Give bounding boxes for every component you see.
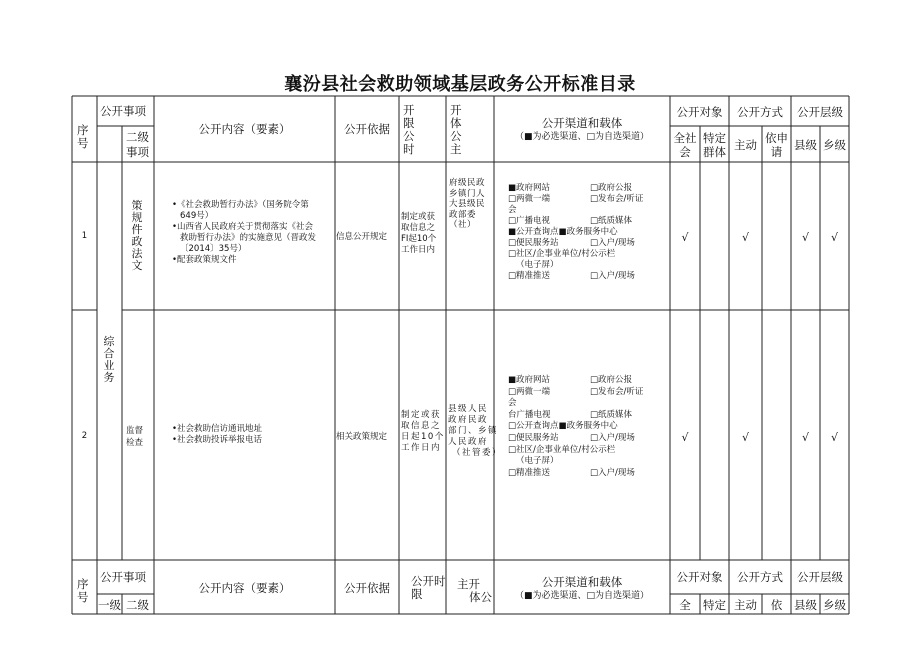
footer-seq-2: 号: [77, 590, 89, 604]
channel-item: ■政务服务中心: [558, 227, 618, 237]
channel-item: □精准推送: [508, 467, 551, 478]
header-subject-1: 开: [450, 103, 462, 117]
channel-item: □纸质媒体: [590, 409, 633, 420]
channel-item: （电子屏）: [516, 456, 559, 467]
row1-content-line: 救助暂行办法》的实施意见（晋政发: [180, 233, 317, 243]
header-town: 乡级: [823, 138, 846, 152]
header-method: 公开方式: [737, 105, 783, 119]
header-time-2: 限: [403, 116, 415, 130]
footer-apply: 依: [770, 598, 783, 612]
row1-basis: 信息公开规定: [336, 232, 388, 242]
footer-time-2: 限: [411, 587, 423, 601]
header-active: 主动: [734, 138, 757, 152]
channel-item: □入户/现场: [590, 271, 635, 281]
row2-time-line: 取信息之: [401, 421, 442, 431]
footer-county: 县级: [794, 598, 817, 612]
row1-time-line: 工作日内: [401, 245, 436, 255]
row2-subject-line: 县级人民: [448, 404, 489, 414]
footer-method: 公开方式: [737, 570, 783, 584]
channel-item: □便民服务站: [508, 432, 559, 443]
row2-subject: [448, 404, 502, 459]
row2-time-line: 日起10个: [401, 432, 445, 442]
header-content: 公开内容（要素）: [198, 122, 291, 136]
footer-content: 公开内容（要素）: [198, 581, 291, 595]
row1-content-line: •山西省人民政府关于贯彻落实《社会: [172, 222, 314, 232]
channel-item: □社区/企事业单位/村公示栏: [508, 249, 616, 259]
row2-content-line: •社会救助投诉举报电话: [172, 435, 263, 445]
row2-subject-line: （社管委）: [452, 448, 503, 458]
header-seq-2: 号: [77, 136, 89, 150]
header-time-1: 开: [403, 103, 415, 117]
row1-time-line: FI起10个: [401, 234, 437, 244]
header-matter: 公开事项: [100, 104, 146, 118]
channel-item: ■政府网站: [508, 183, 551, 193]
footer-level1: 一级: [98, 598, 121, 612]
row1-town-check: √: [830, 231, 838, 244]
row2-subject-line: 人民政府: [448, 437, 489, 447]
header-obj-specific-1: 特定: [703, 131, 726, 145]
footer-channel: 公开渠道和载体: [541, 575, 623, 589]
footer-time-1: 公开时: [411, 574, 446, 588]
row1-subject: 府级民政乡镇门人大县级民政部委（社）: [449, 178, 486, 230]
header-county: 县级: [794, 138, 817, 152]
row1-active-check: √: [741, 231, 749, 244]
row2-time-line: 工作日内: [401, 443, 442, 453]
footer-object: 公开对象: [676, 570, 723, 584]
row1-level2: 策规件政法文: [131, 199, 143, 272]
footer-active: 主动: [734, 598, 757, 612]
footer-obj-specific: 特定: [703, 598, 726, 612]
row2-county-check: √: [801, 431, 809, 444]
channel-item: □两微一端: [508, 194, 551, 204]
header-obj-all-2: 会: [679, 145, 691, 159]
header-level2-1: 二级: [126, 130, 149, 144]
row2-time-line: 制定或获: [401, 410, 442, 420]
footer-seq-1: 序: [77, 577, 89, 591]
header-level2-2: 事项: [126, 145, 149, 159]
channel-item: □广播电视: [508, 216, 551, 226]
page-title: 襄汾县社会救助领域基层政务公开标准目录: [284, 74, 636, 95]
header-basis: 公开依据: [344, 122, 390, 136]
header-level: 公开层级: [797, 105, 843, 119]
channel-item: ■政务服务中心: [558, 421, 618, 432]
row2-obj-all-check: √: [681, 431, 689, 444]
footer-level2: 二级: [126, 598, 149, 612]
channel-item: （电子屏）: [516, 260, 559, 270]
header-subject-3: 公: [450, 129, 462, 143]
channel-item: 台广播电视: [508, 409, 551, 420]
channel-item: ■公开查询点: [508, 227, 559, 237]
header-apply-1: 依申: [765, 131, 788, 145]
row1-content: [172, 200, 316, 266]
row1-content-line: 649号）: [180, 211, 214, 221]
row1-time-line: 制定或获: [401, 212, 436, 222]
channel-item: □两微一端: [508, 386, 551, 397]
row1-channels: [508, 183, 644, 282]
footer-matter: 公开事项: [100, 570, 146, 584]
footer-channel-note: （■为必选渠道、□为自选渠道）: [514, 591, 649, 601]
channel-item: □政府公报: [590, 183, 633, 193]
row1-obj-all-check: √: [681, 231, 689, 244]
channel-item: ■政府网站: [508, 375, 551, 385]
header-obj-all-1: 全社: [673, 131, 697, 145]
channel-item: 会: [508, 205, 517, 215]
row2-channels: [508, 375, 644, 479]
footer-basis: 公开依据: [344, 581, 390, 595]
row2-active-check: √: [741, 431, 749, 444]
row2-time: [401, 410, 445, 454]
header-seq-1: 序: [77, 123, 89, 137]
channel-item: □发布会/听证: [590, 386, 644, 397]
row2-subject-line: 部门、乡镇: [448, 426, 499, 436]
footer-town: 乡级: [823, 598, 846, 612]
header-apply-2: 请: [770, 145, 783, 159]
row1-content-line: 〔2014〕35号）: [180, 244, 247, 254]
row2-subject-line: 政府民政: [448, 415, 489, 425]
row1-time-line: 取信息之: [401, 223, 436, 233]
row2-seq: 2: [81, 431, 88, 441]
channel-item: □便民服务站: [508, 238, 559, 248]
header-channel-note: （■为必选渠道、□为自选渠道）: [514, 132, 649, 142]
header-time-4: 时: [403, 142, 415, 156]
channel-item: □发布会/听证: [590, 194, 644, 204]
row2-level2: 监督检查: [126, 426, 144, 448]
channel-item: 会: [508, 398, 517, 409]
header-subject-4: 主: [450, 142, 462, 156]
row2-content: [172, 424, 262, 446]
row-level1: 综合业务: [103, 335, 115, 384]
row2-basis: 相关政策规定: [336, 432, 388, 442]
row2-content-line: •社会救助信访通讯地址: [172, 424, 263, 434]
row2-town-check: √: [830, 431, 838, 444]
row1-content-line: •配套政策规文件: [172, 255, 237, 265]
header-time-3: 公: [403, 129, 415, 143]
channel-item: □社区/企事业单位/村公示栏: [508, 444, 616, 455]
row1-seq: 1: [81, 231, 88, 241]
row1-content-line: •《社会救助暂行办法》（国务院令第: [172, 200, 309, 210]
footer-subject-2: 体公: [469, 590, 492, 604]
row1-time: [401, 212, 436, 256]
header-object: 公开对象: [676, 105, 723, 119]
footer-obj-all: 全: [679, 598, 691, 612]
header-channel: 公开渠道和载体: [541, 116, 623, 130]
channel-item: □精准推送: [508, 271, 551, 281]
channel-item: □入户/现场: [590, 467, 635, 478]
header-subject-2: 体: [450, 116, 462, 130]
channel-item: □入户/现场: [590, 238, 635, 248]
channel-item: □纸质媒体: [590, 216, 633, 226]
channel-item: □入户/现场: [590, 432, 635, 443]
channel-item: □政府公报: [590, 375, 633, 385]
header-obj-specific-2: 群体: [703, 145, 726, 159]
footer-subject-1: 主开: [457, 577, 480, 591]
row1-county-check: √: [801, 231, 809, 244]
footer-level: 公开层级: [797, 570, 843, 584]
channel-item: □公开查询点: [508, 421, 559, 432]
